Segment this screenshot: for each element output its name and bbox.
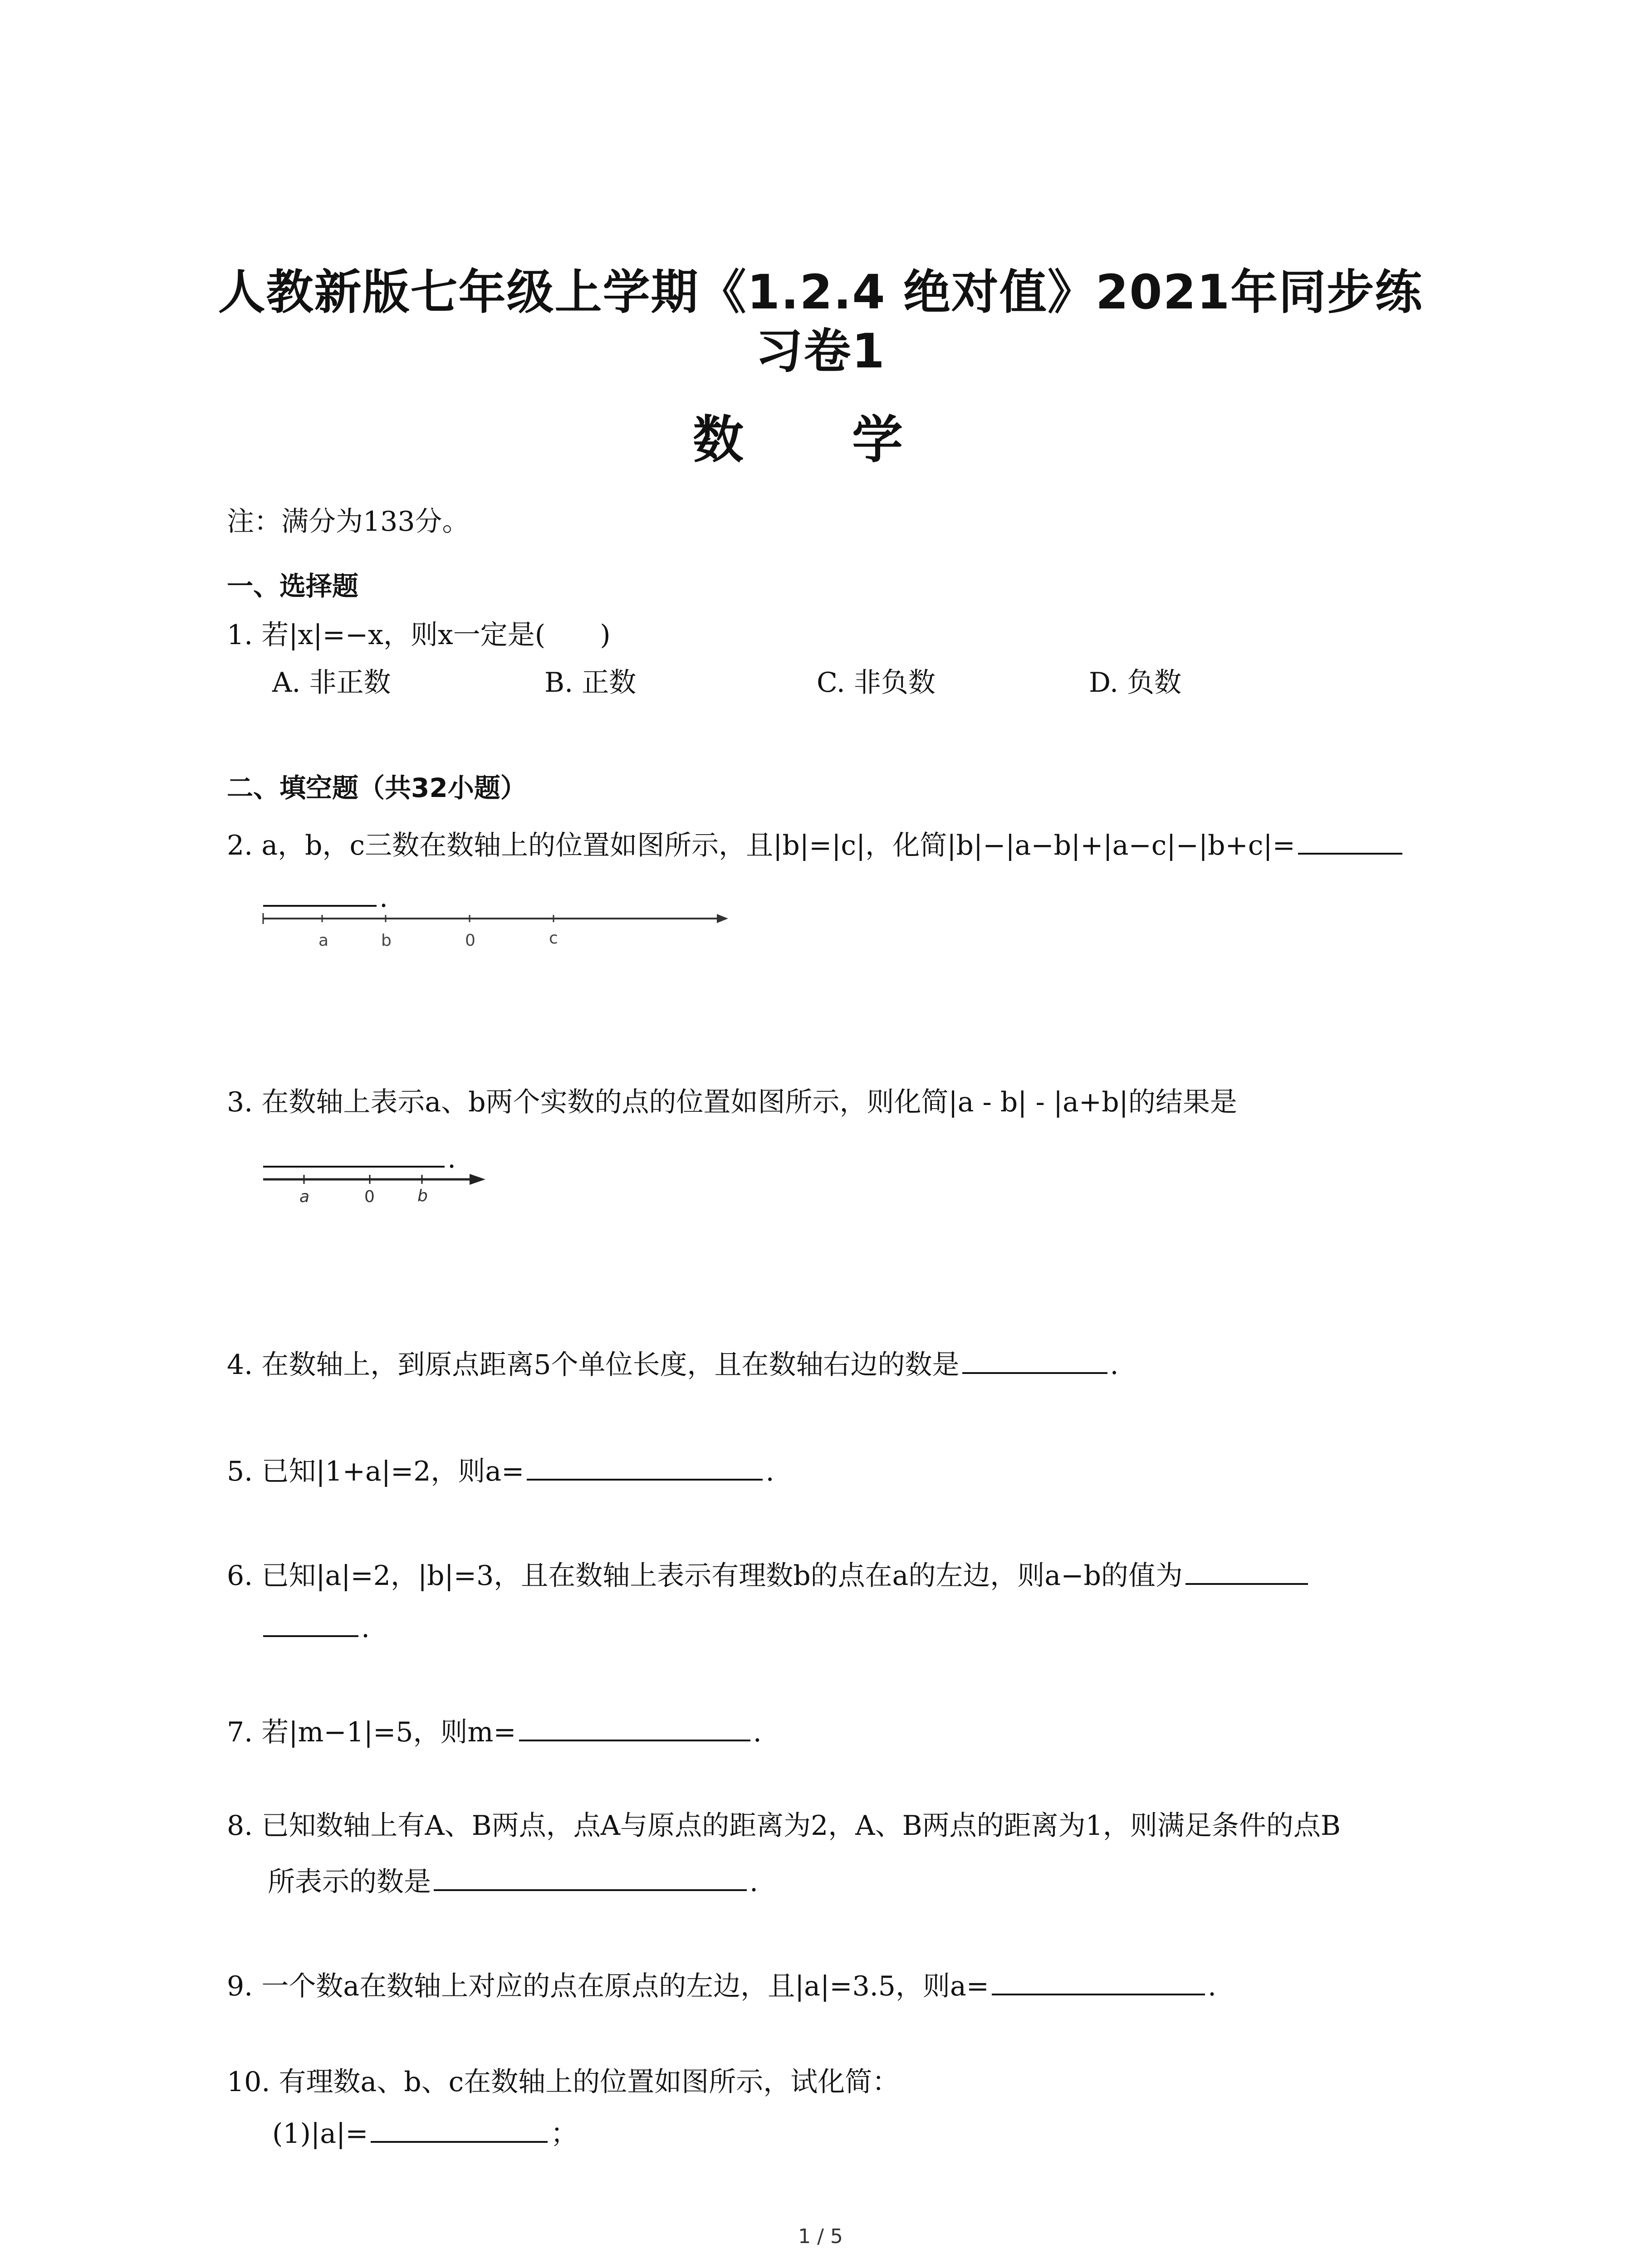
question-2 (227, 826, 1405, 859)
question-7 (227, 1712, 762, 1746)
answer-blank-6b[interactable] (263, 1608, 358, 1637)
question-8-stem2: 所表示的数是 (268, 1866, 431, 1898)
question-10-stem: 10. 有理数a、b、c在数轴上的位置如图所示，试化简： (227, 2066, 900, 2098)
question-10-sub1 (272, 2114, 578, 2150)
question-5-end: . (765, 1456, 774, 1487)
answer-blank-2a[interactable] (1298, 826, 1402, 855)
question-2-stem: 2. a，b，c三数在数轴上的位置如图所示，且|b|=|c|，化简|b|−|a−b|+|a−c|−|b+c|= (227, 830, 1295, 861)
question-3-stem: 3. 在数轴上表示a、b两个实数的点的位置如图所示，则化简|a - b| - |a+b|的结果是 (227, 1086, 1237, 1118)
question-6-end: . (361, 1612, 370, 1644)
question-8-end: . (749, 1866, 759, 1898)
question-2-end: . (379, 882, 388, 914)
option-b[interactable]: B. 正数 (544, 667, 637, 699)
option-a[interactable]: A. 非正数 (272, 667, 391, 699)
option-d[interactable]: D. 负数 (1089, 667, 1182, 699)
subject-title: 数 学 (693, 411, 948, 469)
question-1-stem: 1. 若|x|=−x，则x一定是( ) (227, 619, 611, 651)
question-4 (227, 1345, 1119, 1381)
page-title-line1: 人教新版七年级上学期《1.2.4 绝对值》2021年同步练 (218, 264, 1423, 320)
question-7-stem: 7. 若|m−1|=5，则m= (227, 1716, 516, 1748)
answer-blank-9[interactable] (992, 1966, 1205, 1995)
axis-label-a: a (318, 931, 329, 950)
question-9-stem: 9. 一个数a在数轴上对应的点在原点的左边，且|a|=3.5，则a= (227, 1970, 989, 2002)
question-9-end: . (1208, 1970, 1217, 2002)
question-4-end: . (1110, 1349, 1119, 1381)
answer-blank-8[interactable] (434, 1862, 747, 1891)
question-10-sub1-end: ； (550, 2118, 578, 2150)
page-number: 1 / 5 (798, 2225, 843, 2248)
axis-label-a-q3: a (299, 1188, 310, 1206)
answer-blank-6a[interactable] (1185, 1556, 1308, 1585)
question-7-end: . (753, 1716, 762, 1748)
question-6-stem: 6. 已知|a|=2，|b|=3，且在数轴上表示有理数b的点在a的左边，则a−b的值为 (227, 1560, 1183, 1592)
question-8-cont (268, 1862, 758, 1896)
question-9 (227, 1966, 1216, 2000)
axis-label-b: b (381, 931, 392, 950)
question-1-options (272, 667, 1361, 699)
page-title-line2: 习卷1 (755, 323, 886, 379)
score-note: 注：满分为133分。 (227, 506, 470, 538)
answer-blank-10-1[interactable] (371, 2114, 548, 2143)
section-choice-heading: 一、选择题 (227, 571, 359, 601)
question-5 (227, 1452, 774, 1485)
answer-blank-5[interactable] (527, 1452, 763, 1481)
question-5-stem: 5. 已知|1+a|=2，则a= (227, 1456, 524, 1487)
question-8-stem: 8. 已知数轴上有A、B两点，点A与原点的距离为2，A、B两点的距离为1，则满足条件的点B (227, 1810, 1341, 1842)
axis-label-b-q3: b (417, 1187, 428, 1205)
question-6-blank-cont (263, 1608, 370, 1642)
section-fill-heading: 二、填空题（共32小题） (227, 772, 527, 803)
question-6 (227, 1556, 1311, 1592)
answer-blank-4[interactable] (962, 1345, 1107, 1374)
axis-label-c: c (549, 929, 558, 948)
question-10-sub1-label: (1)|a|= (272, 2118, 368, 2150)
question-4-stem: 4. 在数轴上，到原点距离5个单位长度，且在数轴右边的数是 (227, 1349, 960, 1381)
number-line-figure-q2 (259, 900, 735, 955)
answer-blank-7[interactable] (519, 1712, 750, 1741)
axis-label-zero-q3: 0 (364, 1188, 375, 1206)
axis-label-zero: 0 (465, 931, 475, 950)
option-c[interactable]: C. 非负数 (817, 667, 936, 699)
question-3-end: . (447, 1143, 456, 1174)
number-line-figure-q3 (259, 1161, 495, 1211)
